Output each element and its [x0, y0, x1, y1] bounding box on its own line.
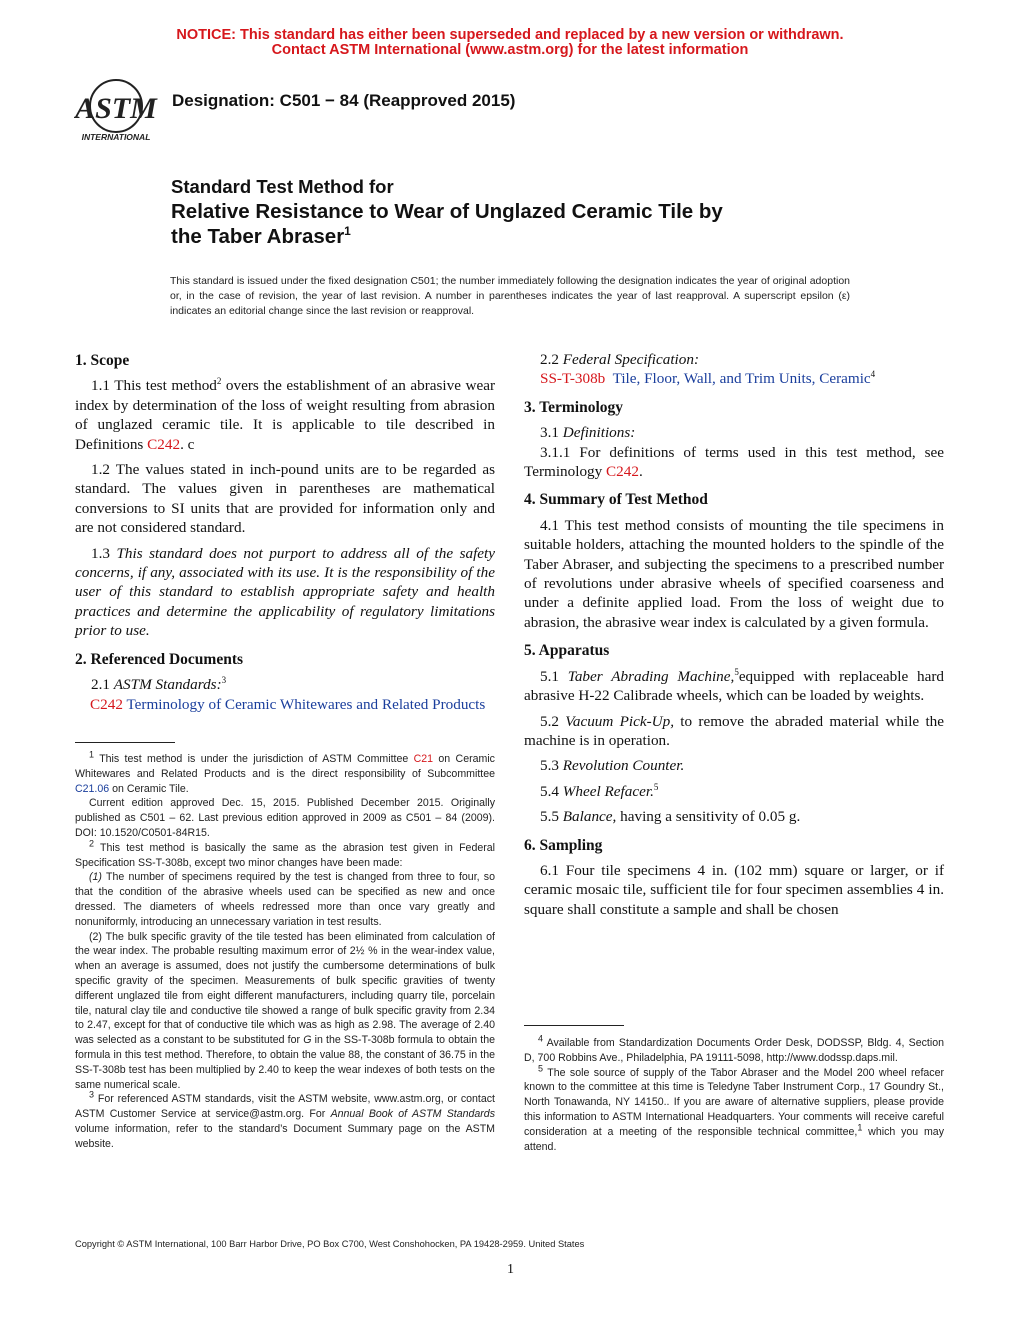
ref-title-c242[interactable]: Terminology of Ceramic Whitewares and Related Products [126, 695, 486, 713]
ref-title-ss-t-308b[interactable]: Tile, Floor, Wall, and Trim Units, Ceramic [612, 370, 871, 388]
reference-c242 [75, 695, 495, 714]
right-column [524, 350, 944, 919]
reference-ss-t-308b [524, 369, 944, 388]
svg-text:ASTM: ASTM [75, 92, 157, 125]
footnote-5: $^5$ The sole source of supply of the Tabor Abraser and the Model 200 wheel refacer known to the committee at this time is Teledyne Taber Instrument Corp., 17 Goundry St., North Tonawanda, NY 14150.. If you are aware of alternative suppliers, please provide this information to ASTM International Headquarters. Your comments will receive careful consideration at a meeting of the responsible technical committee,$^1$ which you may attend. [524, 1063, 944, 1153]
preamble: This standard is issued under the fixed designation C501; the number immediately following the designation indicates the year of original adoption or, in the case of revision, the year of last revision. A number in parentheses indicates the year of last reapproval. A superscript epsilon (ε) indicates an editorial change since the last revision or reapproval. [170, 275, 850, 317]
link-c21-06[interactable]: C21.06 [75, 782, 110, 795]
paragraph-2-2: 2.2 Federal Specification: [540, 351, 700, 368]
paragraph-1-1: 1.1 This test method$^2$ overs the establishment of an abrasive wear index by determination of the loss of weight resulting from abrasion of unglazed ceramic tile. It is applicable to tile described in Definitions C242. c [75, 376, 496, 453]
footnote-ref-3[interactable]: 3 [221, 675, 227, 686]
footnote-1-edition: Current edition approved Dec. 15, 2015. Published December 2015. Originally published as C501 – 62. Last previous edition approved in 2009 as C501 – 84 (2009). DOI: 10.1520/C0501-84R15. [75, 797, 495, 839]
title-line-1: Relative Resistance to Wear of Unglazed Ceramic Tile by [171, 200, 723, 223]
footnote-3: $^3$ For referenced ASTM standards, visit the ASTM website, www.astm.org, or contact ASTM Customer Service at service@astm.org. For Annual Book of ASTM Standards volume information, refer to the standard’s Document Summary page on the ASTM website. [75, 1089, 495, 1150]
paragraph-3-1: 3.1 Definitions: [540, 424, 636, 442]
copyright: Copyright © ASTM International, 100 Barr Harbor Drive, PO Box C700, West Conshohocken, PA 19428-2959. United States [75, 1239, 585, 1249]
footnote-1: $^1$ This test method is under the jurisdiction of ASTM Committee C21 on Ceramic Whitewares and Related Products and is the direct responsibility of Subcommittee C21.06 on Ceramic Tile. [75, 749, 495, 795]
footnote-ref-5[interactable]: 5 [734, 666, 739, 677]
notice-line-2: Contact ASTM International (www.astm.org) for the latest information [271, 42, 749, 58]
paragraph-5-3: 5.3 Revolution Counter. [540, 757, 685, 775]
designation: Designation: C501 − 84 (Reapproved 2015) [172, 91, 516, 110]
section-heading-apparatus: 5. Apparatus [524, 642, 610, 660]
footnotes-left [75, 749, 495, 1152]
paragraph-5-1: 5.1 Taber Abrading Machine,$^5$equipped with replaceable hard abrasive H-22 Calibrade wheels, which can be loaded by weights. [524, 666, 944, 705]
paragraph-5-2: 5.2 Vacuum Pick-Up, to remove the abraded material while the machine is in operation. [524, 712, 944, 749]
paragraph-1-3: 1.3 This standard does not purport to address all of the safety concerns, if any, associated with its use. It is the responsibility of the user of this standard to establish appropriate safety and health practices and determine the applicability of regulatory limitations prior to use. [75, 544, 496, 640]
ref-code-c242[interactable]: C242 [90, 695, 123, 713]
section-heading-referenced-documents: 2. Referenced Documents [75, 650, 244, 668]
notice-line-1: NOTICE: This standard has either been superseded and replaced by a new version or withdrawn. [176, 27, 844, 43]
footnote-ref-4[interactable]: 4 [870, 369, 876, 380]
link-c242-terminology[interactable]: C242 [606, 463, 639, 481]
footnotes-right [524, 1033, 944, 1154]
link-c21[interactable]: C21 [413, 753, 434, 765]
footnote-ref-5b[interactable]: 5 [653, 781, 659, 792]
paragraph-4-1: 4.1 This test method consists of mounting the tile specimens in suitable holders, attaching the mounted holders to the spindle of the Taber Abraser, and subjecting the specimens to a prescribed number of revolutions under abrasive wheels of specified coarseness and under a definite applied load. From the loss of weight due to abrasion, the abrasive wear index is calculated by a given formula. [524, 516, 944, 631]
paragraph-1-2: 1.2 The values stated in inch-pound units are to be regarded as standard. The values given in parentheses are mathematical conversions to SI units that are provided for information only and are not considered standard. [75, 461, 495, 537]
title-line-2: the Taber Abraser [171, 225, 345, 248]
page-number: 1 [507, 1262, 514, 1277]
link-c242[interactable]: C242 [147, 435, 181, 453]
footnote-4: $^4$ Available from Standardization Documents Order Desk, DODSSP, Bldg. 4, Section D, 700 Robbins Ave., Philadelphia, PA 19111-5098, http://www.dodssp.daps.mil. [524, 1033, 944, 1064]
paragraph-5-4: 5.4 Wheel Refacer.$^5$ [540, 781, 659, 800]
paragraph-3-1-1: 3.1.1 For definitions of terms used in this test method, see Terminology C242. [524, 443, 944, 481]
title-prefix: Standard Test Method for [171, 176, 394, 197]
left-column [75, 351, 495, 714]
footnote-2-item-1: (1) The number of specimens required by the test is changed from three to four, so that the condition of the abrasive wheels used can be specified as new and once dressed. The diameters of wheels redressed more than once vary greatly and nonuniformly, introducing an unnecessary variation in test results. [75, 871, 495, 928]
footnote-rule-left [75, 742, 175, 743]
paragraph-5-5: 5.5 Balance, having a sensitivity of 0.05 g. [540, 808, 801, 826]
title-footnote-ref[interactable]: 1 [344, 224, 351, 239]
logo-text: INTERNATIONAL [81, 132, 151, 142]
document-title [171, 199, 891, 249]
footnote-2-item-2: (2) The bulk specific gravity of the tile tested has been eliminated from calculation of the wear index. The probable resulting maximum error of 2½ % in the wear-index value, when an average is assumed, does not justify the cumbersome determinations of bulk specific gravity of the specimen. Measurements of bulk specific gravities of twenty different unglazed tile from eight different manufacturers, including quarry tile, porcelain tile, natural clay tile and conductive tile showed a range of bulk specific gravity from 2.34 to 2.47, except for that of conductive tile which was as high as 2.98. The average of 2.40 was selected as a constant to be substituted for G in the SS-T-308b formula to obtain the formula in this test method. Therefore, to obtain the value 88, the constant of 36.75 in the SS-T-308b test has been multiplied by 2.40 to keep the wear indexes of both tests on the same numerical scale. [75, 930, 495, 1091]
section-heading-scope: 1. Scope [75, 352, 130, 369]
footnote-rule-right [524, 1025, 624, 1026]
section-heading-sampling: 6. Sampling [524, 836, 603, 854]
section-heading-terminology: 3. Terminology [524, 398, 624, 416]
section-heading-summary: 4. Summary of Test Method [524, 491, 708, 509]
footnote-ref-2[interactable]: 2 [216, 376, 222, 387]
paragraph-6-1: 6.1 Four tile specimens 4 in. (102 mm) square or larger, or if ceramic mosaic tile, sufficient tile for four specimen assemblies 4 in. square shall constitute a sample and shall be chosen [524, 861, 944, 918]
paragraph-2-1: 2.1 ASTM Standards:$^3$ [91, 675, 227, 694]
ref-code-ss-t-308b[interactable]: SS-T-308b [540, 370, 606, 388]
footnote-2: $^2$ This test method is basically the same as the abrasion test given in Federal Specification SS-T-308b, except two minor changes have been made: [75, 838, 495, 869]
astm-logo [74, 76, 164, 144]
